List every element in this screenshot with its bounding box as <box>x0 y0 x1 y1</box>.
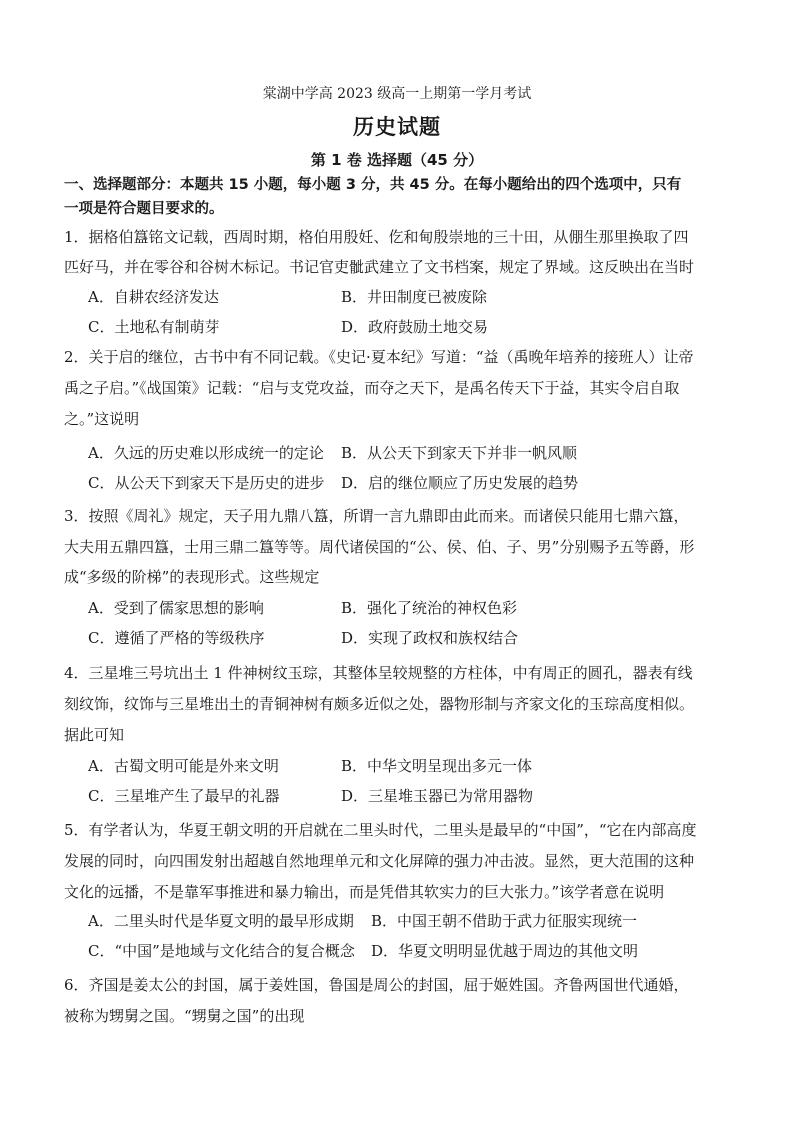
page-title: 历史试题 <box>353 115 441 139</box>
question-5-option-c: C．“中国”是地域与文化结合的复合概念 <box>88 942 355 960</box>
question-3-option-b: B．强化了统治的神权色彩 <box>341 599 518 617</box>
question-3-line2: 大夫用五鼎四簋，士用三鼎二簋等等。周代诸侯国的“公、侯、伯、子、男”分别赐予五等爵，形 <box>64 538 695 556</box>
question-4-option-d: D．三星堆玉器已为常用器物 <box>341 787 534 805</box>
question-6-line2: 被称为甥舅之国。“甥舅之国”的出现 <box>64 1007 305 1025</box>
question-4-option-c: C．三星堆产生了最早的礼器 <box>88 787 280 805</box>
question-4-line3: 据此可知 <box>64 726 125 744</box>
question-1-option-c: C．土地私有制萌芽 <box>88 318 220 336</box>
question-2-option-b: B．从公天下到家天下并非一帆风顺 <box>341 444 578 462</box>
question-6-line1: 6．齐国是姜太公的封国，属于姜姓国，鲁国是周公的封国，屈于姬姓国。齐鲁两国世代通婚， <box>64 976 689 994</box>
question-2-option-a: A．久远的历史难以形成统一的定论 <box>88 444 324 462</box>
question-5-line2: 发展的同时，向四围发射出超越自然地理单元和文化屏障的强力冲击波。显然，更大范围的这种 <box>64 852 695 870</box>
question-3-line1: 3．按照《周礼》规定，天子用九鼎八簋，所谓一言九鼎即由此而来。而诸侯只能用七鼎六簋， <box>64 507 689 525</box>
question-4-line1: 4．三星堆三号坑出土 1 件神树纹玉琮，其整体呈较规整的方柱体，中有周正的圆孔，器表有线 <box>64 664 693 682</box>
question-1-option-d: D．政府鼓励土地交易 <box>341 318 489 336</box>
question-4-line2: 刻纹饰，纹饰与三星堆出土的青铜神树有颇多近似之处，器物形制与齐家文化的玉琮高度相似。 <box>64 695 695 713</box>
question-1-option-a: A．自耕农经济发达 <box>88 288 219 306</box>
question-4-option-b: B．中华文明呈现出多元一体 <box>341 757 533 775</box>
question-1-line2: 匹好马，并在零谷和谷树木标记。书记官吏骴武建立了文书档案，规定了界域。这反映出在当时 <box>64 258 695 276</box>
question-3-option-a: A．受到了儒家思想的影响 <box>88 599 264 617</box>
section-instruction-line2: 一项是符合题目要求的。 <box>64 201 224 217</box>
question-2-option-d: D．启的继位顺应了历史发展的趋势 <box>341 474 579 492</box>
question-1-line1: 1．据格伯簋铭文记载，西周时期，格伯用殷妊、仡和甸殷崇地的三十田，从倗生那里换取了四 <box>64 228 689 246</box>
question-2-line1: 2．关于启的继位，古书中有不同记载。《史记·夏本纪》写道：“益（禹晚年培养的接班人）让帝 <box>64 348 694 366</box>
question-5-option-a: A．二里头时代是华夏文明的最早形成期 <box>88 912 354 930</box>
question-3-option-c: C．遵循了严格的等级秩序 <box>88 629 265 647</box>
question-5-option-b: B．中国王朝不借助于武力征服实现统一 <box>371 912 638 930</box>
section-instruction-line1: 一、选择题部分：本题共 15 小题，每小题 3 分，共 45 分。在每小题给出的四个选项中，只有 <box>64 177 682 193</box>
question-1-option-b: B．井田制度已被废除 <box>341 288 488 306</box>
question-3-option-d: D．实现了政权和族权结合 <box>341 629 519 647</box>
question-4-option-a: A．古蜀文明可能是外来文明 <box>88 757 279 775</box>
question-3-line3: 成“多级的阶梯”的表现形式。这些规定 <box>64 568 320 586</box>
school-exam-header: 棠湖中学高 2023 级高一上期第一学月考试 <box>262 86 532 102</box>
question-5-option-d: D．华夏文明明显优越于周边的其他文明 <box>371 942 639 960</box>
volume-heading: 第 1 卷 选择题（45 分） <box>310 151 484 169</box>
question-5-line3: 文化的远播，不是靠军事推进和暴力输出，而是凭借其软实力的巨大张力。”该学者意在说明 <box>64 883 665 901</box>
question-2-line2: 禹之子启。”《战国策》记载：“启与支党攻益，而夺之天下，是禹名传天下于益，其实令启自取 <box>64 379 680 397</box>
question-2-line3: 之。”这说明 <box>64 410 140 428</box>
question-5-line1: 5．有学者认为，华夏王朝文明的开启就在二里头时代，二里头是最早的“中国”，“它在内部高度 <box>64 821 697 839</box>
question-2-option-c: C．从公天下到家天下是历史的进步 <box>88 474 325 492</box>
